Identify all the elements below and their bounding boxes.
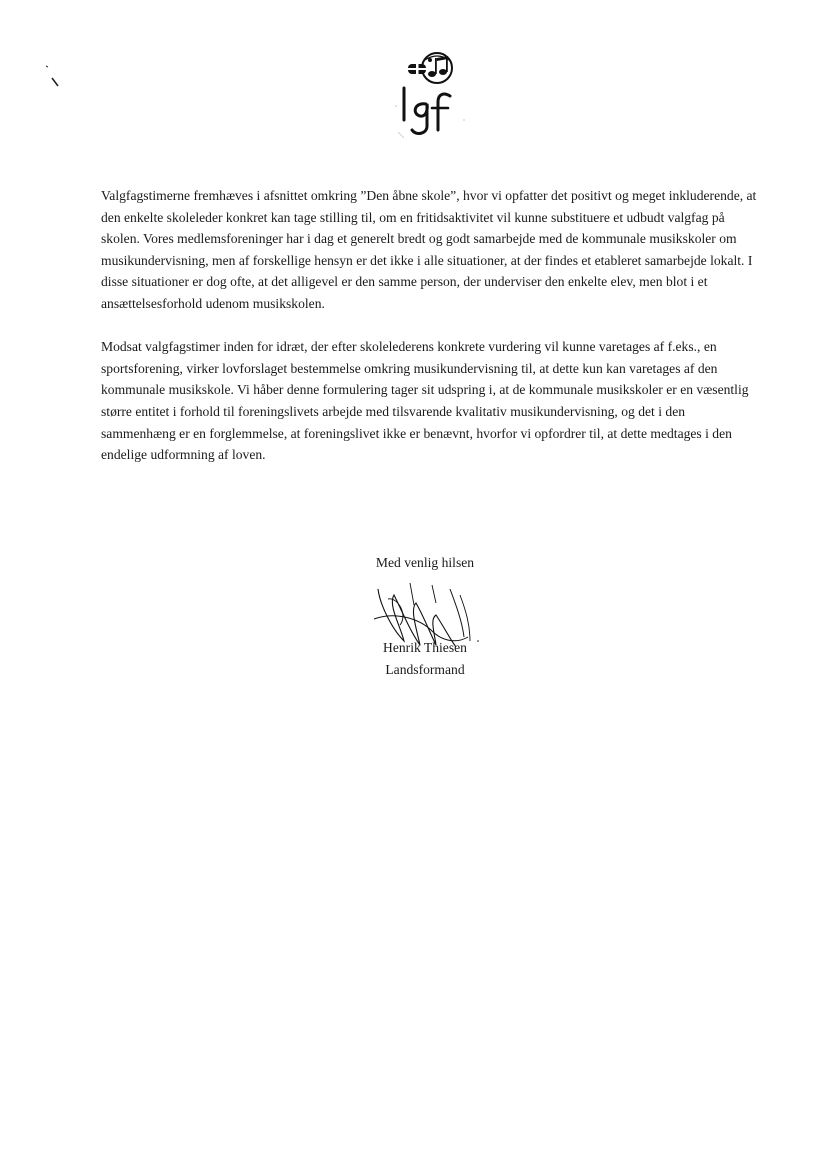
signer-title: Landsformand — [385, 662, 465, 677]
letter-body — [101, 185, 761, 466]
signer-name: Henrik Thiesen — [383, 640, 467, 655]
closing-greeting: Med venlig hilsen — [375, 555, 475, 570]
letter-closing — [340, 553, 510, 677]
music-notes-logo-icon — [392, 48, 472, 140]
lgf-logo — [392, 48, 472, 140]
scan-artifact-mark — [44, 64, 64, 92]
body-paragraph-1: Valgfagstimerne fremhæves i afsnittet omkring ”Den åbne skole”, hvor vi opfatter det positivt og meget inkluderende, at den enkelte skoleleder konkret kan tage stilling til, om en fritidsaktivitet vil kunne substituere et udbudt valgfag på skolen. Vores medlemsforeninger har i dag et generelt bredt og godt samarbejde med de kommunale musikskoler om musikundervisning, men af forskellige hensyn er det ikke i alle situationer, at der findes et etableret samarbejde lokalt. I disse situationer er dog ofte, at det alligevel er den samme person, der underviser den enkelte elev, men blot i et ansættelsesforhold udenom musikskolen. — [101, 188, 757, 311]
body-paragraph-2: Modsat valgfagstimer inden for idræt, der efter skolelederens konkrete vurdering vil kunne varetages af f.eks., en sportsforening, virker lovforslaget bestemmelse omkring musikundervisning til, at dette kun kan varetages af den kommunale musikskole. Vi håber denne formulering tager sit udspring i, at de kommunale musikskoler er en væsentlig større entitet i forhold til foreningslivets arbejde med tilsvarende kvalitativ musikundervisning, og det i den sammenhæng er en forglemmelse, at foreningslivet ikke er benævnt, hvorfor vi opfordrer til, at dette medtages i den endelige udformning af loven. — [101, 339, 749, 463]
